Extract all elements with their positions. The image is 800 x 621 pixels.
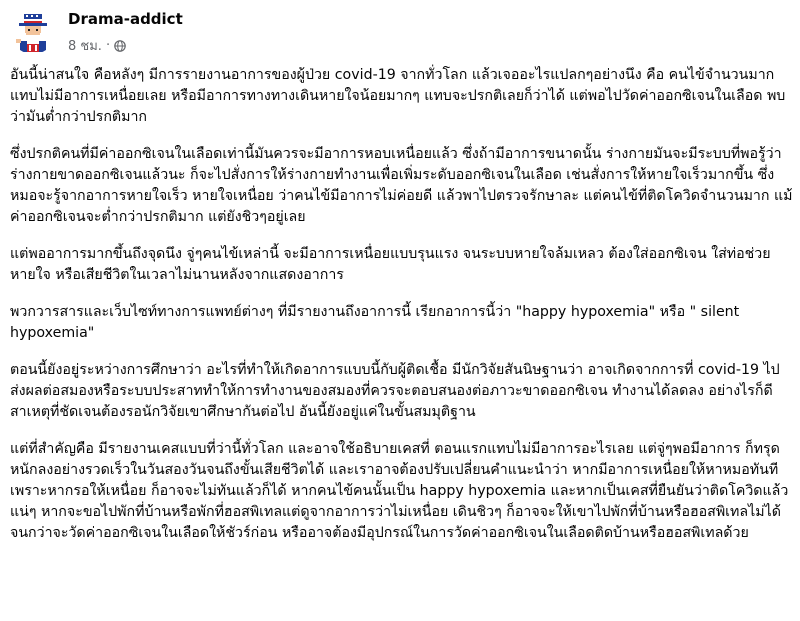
post-paragraph: แต่พออาการมากขึ้นถึงจุดนึง จู่ๆคนไข้เหล่านี้ จะมีอาการเหนื่อยแบบรุนแรง จนระบบหายใจล้มเหลว ต้องใส่ออกซิเจน ใส่ท่อช่วยหายใจ หรือเสียชีวิตในเวลาไม่นานหลังจากแสดงอาการ [10,246,771,283]
post-timestamp[interactable]: 8 ชม. [68,39,102,54]
meta-separator: · [105,38,111,53]
post-paragraph: แต่ที่สำคัญคือ มีรายงานเคสแบบที่ว่านี้ทั่วโลก และอาจใช้อธิบายเคสที่ ตอนแรกแทบไม่มีอาการอะไรเลย แต่จู่ๆพอมีอาการ ก็ทรุดหนักลงอย่างรวดเร็วในวันสองวันจนถึงขั้นเสียชีวิตได้ และเราอาจต้องปรับเปลี่ยนคำแนะนำว่า หากมีอาการเหนื่อยให้หาหมอทันที เพราะหากรอให้เหนื่อย ก็อาจจะไม่ทันแล้วก็ได้ หากคนไข้คนนั้นเป็น happy hypoxemia และหากเป็นเคสที่ยืนยันว่าติดโควิดแล้วแน่ๆ หากจะขอไปพักที่บ้านหรือพักที่ฮอสพิเทลแต่ดูจากอาการว่าไม่เหนื่อย เดินชิวๆ ก็อาจจะให้เขาไปพักที่บ้านหรือฮอสพิเทลไม่ได้ จนกว่าจะวัดค่าออกซิเจนในเลือดให้ชัวร์ก่อน หรืออาจต้องมีอุปกรณ์ในการวัดค่าออกซิเจนในเลือดติดบ้านหรือฮอสพิเทลด้วย [10,441,789,541]
post-paragraph: อันนี้น่าสนใจ คือหลังๆ มีการรายงานอาการของผู้ป่วย covid-19 จากทั่วโลก แล้วเจออะไรแปลกๆอย่างนึง คือ คนไข้จำนวนมาก แทบไม่มีอาการเหนื่อยเลย หรือมีอาการทางทางเดินหายใจน้อยมากๆ แทบจะปรกติเลยก็ว่าได้ แต่พอไปวัดค่าออกซิเจนในเลือด พบว่ามันต่ำกว่าปรกติมาก [10,67,786,125]
post-paragraph: ตอนนี้ยังอยู่ระหว่างการศึกษาว่า อะไรที่ทำให้เกิดอาการแบบนี้กับผู้ติดเชื้อ มีนักวิจัยสันนิษฐานว่า อาจเกิดจากการที่ covid-19 ไปส่งผลต่อสมองหรือระบบประสาททำให้การทำงานของสมองที่ควรจะตอบสนองต่อภาวะขาดออกซิเจน ทำงานได้ลดลง อย่างไรก็ดี สาเหตุที่ชัดเจนต้องรอนักวิจัยเขาศึกษากันต่อไป อันนี้ยังอยู่แค่ในขั้นสมมุติฐาน [10,362,780,420]
post-meta [68,35,126,56]
uncle-sam-pixel-icon [10,8,56,54]
post-paragraph: ซึ่งปรกติคนที่มีค่าออกซิเจนในเลือดเท่านี้มันควรจะมีอาการหอบเหนื่อยแล้ว ซึ่งถ้ามีอาการขนาดนั้น ร่างกายมันจะมีระบบที่พอรู้ว่าร่างกายขาดออกซิเจนแล้วนะ ก็จะไปสั่งการให้ร่างกายทำงานเพื่อเพิ่มระดับออกซิเจนในเลือด เช่นสั่งการให้หายใจเร็วมากขึ้น ซึ่งหมอจะรู้จากอาการหายใจเร็ว หายใจเหนื่อย ว่าคนไข้มีอาการไม่ค่อยดี แล้วพาไปตรวจรักษาละ แต่คนไข้ที่ติดโควิดจำนวนมาก แม้ค่าออกซิเจนจะต่ำกว่าปรกติมาก แต่ยังชิวๆอยู่เลย [10,146,793,225]
globe-icon[interactable] [114,40,126,52]
post-body [10,65,795,560]
post-author-name[interactable]: Drama-addict [68,10,183,28]
post-header [10,8,790,58]
post-paragraph: พวกวารสารและเว็บไซท์ทางการแพทย์ต่างๆ ที่มีรายงานถึงอาการนี้ เรียกอาการนี้ว่า "happy hypoxemia" หรือ " silent hypoxemia" [10,304,740,341]
avatar[interactable] [10,8,56,54]
